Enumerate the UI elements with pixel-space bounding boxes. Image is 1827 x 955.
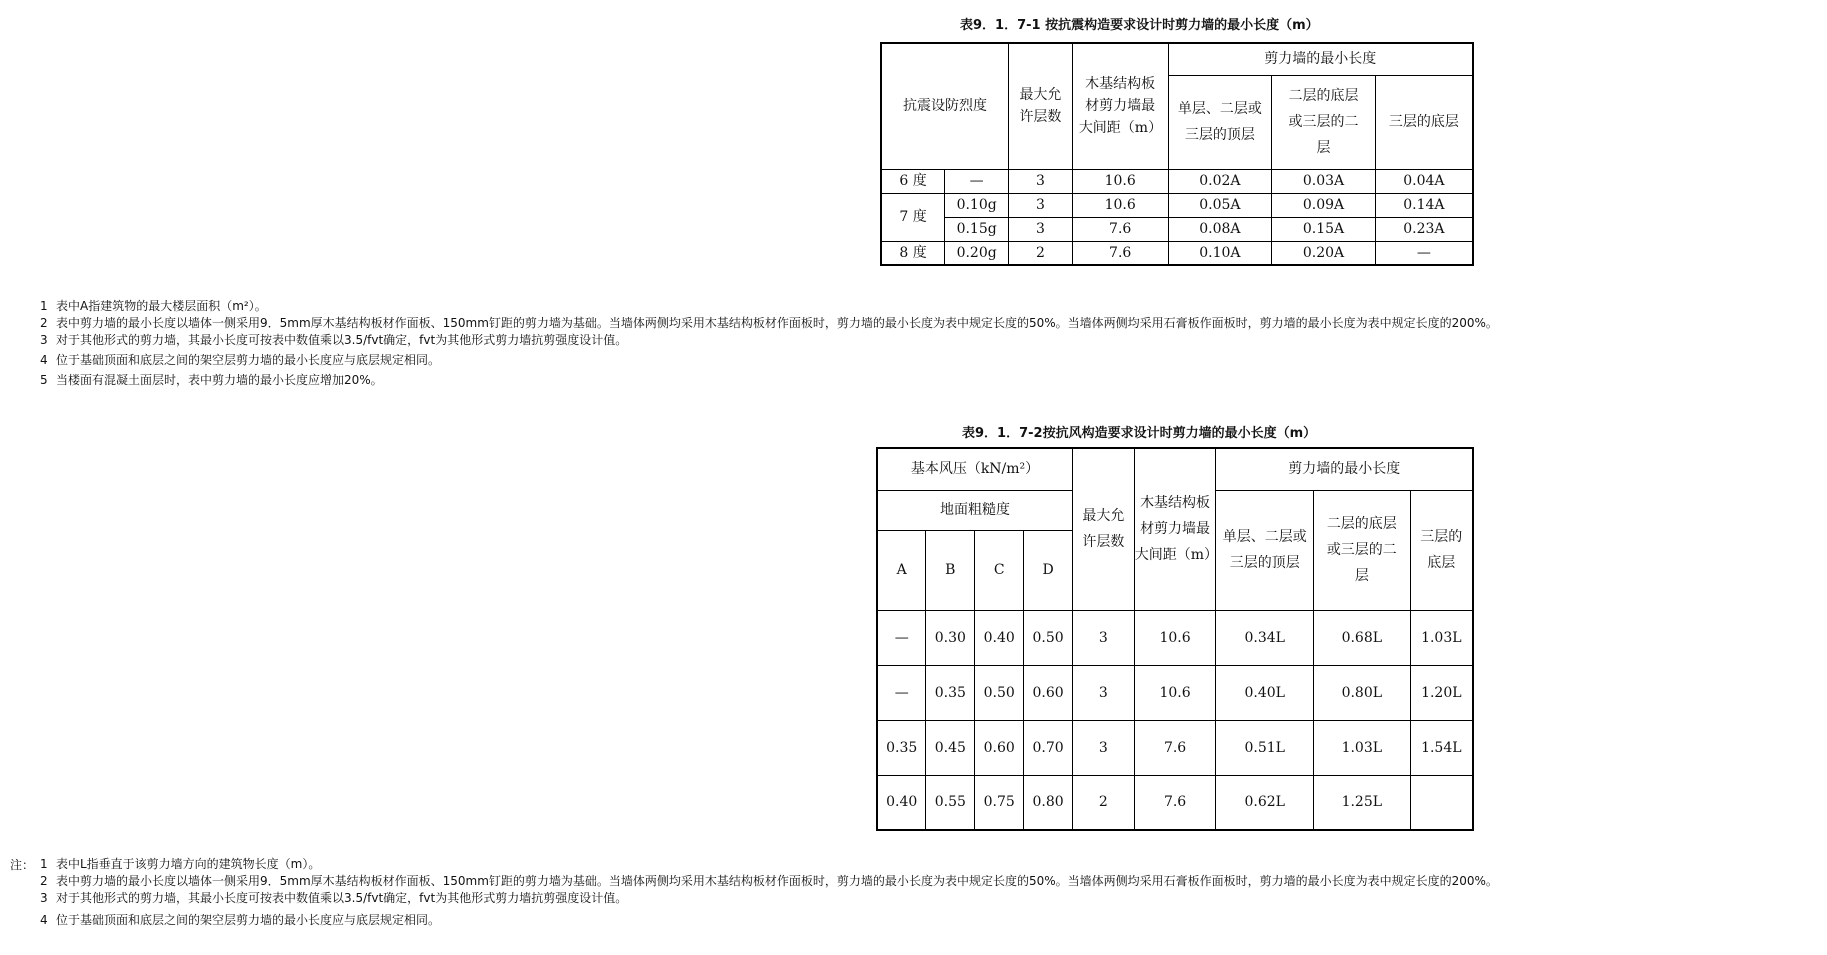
table-row — [881, 217, 1473, 241]
table1 — [880, 42, 1474, 266]
t2-header-roughness: 地面粗糙度 — [877, 490, 1073, 530]
table1-title: 表9．1．7-1 按抗震构造要求设计时剪力墙的最小长度（m） — [960, 18, 1319, 33]
note-text: 表中L指垂直于该剪力墙方向的建筑物长度（m）。 — [56, 857, 321, 871]
note-item — [40, 890, 1498, 907]
t2-header-col-three-bottom: 三层的底层 — [1410, 490, 1473, 610]
note-number: 3 — [40, 891, 48, 905]
t2-cell: 1.25L — [1314, 775, 1411, 830]
note-item — [40, 315, 1498, 332]
t2-cell: 7.6 — [1134, 775, 1216, 830]
note-number: 1 — [40, 299, 48, 313]
t1-header-min-length: 剪力墙的最小长度 — [1168, 43, 1473, 75]
t2-cell: 0.68L — [1314, 610, 1411, 665]
note-number: 1 — [40, 857, 48, 871]
t2-header-A: A — [877, 530, 926, 610]
table2-title: 表9．1．7-2按抗风构造要求设计时剪力墙的最小长度（m） — [962, 426, 1317, 441]
t2-cell: 1.03L — [1314, 720, 1411, 775]
t2-cell: 0.40L — [1216, 665, 1314, 720]
t1-cell: 0.02A — [1168, 169, 1272, 193]
t1-cell: 0.10g — [945, 193, 1009, 217]
t1-cell: 0.15g — [945, 217, 1009, 241]
note-text: 当楼面有混凝土面层时，表中剪力墙的最小长度应增加20%。 — [56, 373, 383, 387]
table-row — [881, 193, 1473, 217]
t2-cell: 0.50 — [975, 665, 1024, 720]
t2-header-min-length: 剪力墙的最小长度 — [1216, 448, 1473, 490]
t1-header-col-two-bottom: 二层的底层或三层的二层 — [1272, 75, 1376, 169]
t2-cell: 1.03L — [1410, 610, 1473, 665]
table2 — [876, 447, 1474, 831]
notes2 — [40, 856, 1498, 929]
t1-cell: 6 度 — [881, 169, 945, 193]
t2-cell: 1.20L — [1410, 665, 1473, 720]
t2-header-C: C — [975, 530, 1024, 610]
note-item — [40, 856, 1498, 873]
t1-cell: 3 — [1009, 169, 1073, 193]
t1-cell: 7 度 — [881, 193, 945, 241]
t1-cell: 10.6 — [1072, 193, 1168, 217]
t2-cell: 7.6 — [1134, 720, 1216, 775]
notes1 — [40, 298, 1498, 389]
t1-cell: 0.04A — [1375, 169, 1473, 193]
t2-cell: 0.50 — [1024, 610, 1073, 665]
t2-cell: 3 — [1073, 610, 1135, 665]
t1-cell: 0.05A — [1168, 193, 1272, 217]
t1-cell: 0.09A — [1272, 193, 1376, 217]
t2-cell: 0.51L — [1216, 720, 1314, 775]
t2-cell: 0.62L — [1216, 775, 1314, 830]
note-item — [40, 912, 1498, 929]
note-text: 对于其他形式的剪力墙，其最小长度可按表中数值乘以3.5/fvt确定，fvt为其他形式剪力墙抗剪强度设计值。 — [56, 333, 628, 347]
t2-cell: 0.35 — [877, 720, 926, 775]
t1-cell: 0.14A — [1375, 193, 1473, 217]
table-row — [877, 720, 1473, 775]
t2-header-wind-pressure: 基本风压（kN/m²） — [877, 448, 1073, 490]
note-text: 表中A指建筑物的最大楼层面积（m²）。 — [56, 299, 267, 313]
t2-cell — [1410, 775, 1473, 830]
t2-cell: — — [877, 610, 926, 665]
t2-cell: 3 — [1073, 720, 1135, 775]
note-item — [40, 332, 1498, 349]
t1-header-max-floors: 最大允许层数 — [1009, 43, 1073, 169]
t2-cell: 10.6 — [1134, 610, 1216, 665]
t2-cell: 0.40 — [975, 610, 1024, 665]
t1-cell: 3 — [1009, 193, 1073, 217]
note-number: 4 — [40, 353, 48, 367]
t2-cell: 1.54L — [1410, 720, 1473, 775]
note-number: 5 — [40, 373, 48, 387]
table-row — [881, 169, 1473, 193]
t2-cell: 3 — [1073, 665, 1135, 720]
t2-cell: 0.34L — [1216, 610, 1314, 665]
t1-cell: 2 — [1009, 241, 1073, 265]
t1-cell: 0.15A — [1272, 217, 1376, 241]
t2-cell: — — [877, 665, 926, 720]
t2-cell: 0.80 — [1024, 775, 1073, 830]
t1-cell: 0.10A — [1168, 241, 1272, 265]
note-item — [40, 372, 1498, 389]
note-text: 表中剪力墙的最小长度以墙体一侧采用9．5mm厚木基结构板材作面板、150mm钉距的剪力墙为基础。当墙体两侧均采用木基结构板材作面板时，剪力墙的最小长度为表中规定长度的50%。当墙体两侧均采用石膏板作面板时，剪力墙的最小长度为表中规定长度的200%。 — [56, 316, 1498, 330]
t2-cell: 0.45 — [926, 720, 975, 775]
t1-cell: 0.03A — [1272, 169, 1376, 193]
t1-cell: 0.20g — [945, 241, 1009, 265]
table-row — [877, 610, 1473, 665]
t2-header-B: B — [926, 530, 975, 610]
t2-cell: 10.6 — [1134, 665, 1216, 720]
t1-cell: 7.6 — [1072, 217, 1168, 241]
t2-cell: 0.35 — [926, 665, 975, 720]
note-item — [40, 298, 1498, 315]
table-row — [881, 241, 1473, 265]
t1-cell: 10.6 — [1072, 169, 1168, 193]
note-number: 3 — [40, 333, 48, 347]
t1-header-col-three-bottom: 三层的底层 — [1375, 75, 1473, 169]
t1-header-intensity: 抗震设防烈度 — [881, 43, 1009, 169]
t2-cell: 2 — [1073, 775, 1135, 830]
t1-cell: 8 度 — [881, 241, 945, 265]
t1-cell: 7.6 — [1072, 241, 1168, 265]
t1-cell: 0.08A — [1168, 217, 1272, 241]
note-text: 对于其他形式的剪力墙，其最小长度可按表中数值乘以3.5/fvt确定，fvt为其他形式剪力墙抗剪强度设计值。 — [56, 891, 628, 905]
note-number: 2 — [40, 316, 48, 330]
t2-cell: 0.75 — [975, 775, 1024, 830]
t2-cell: 0.40 — [877, 775, 926, 830]
t1-cell: — — [945, 169, 1009, 193]
table-row — [877, 665, 1473, 720]
t2-cell: 0.60 — [1024, 665, 1073, 720]
t2-cell: 0.80L — [1314, 665, 1411, 720]
t2-header-D: D — [1024, 530, 1073, 610]
t2-cell: 0.70 — [1024, 720, 1073, 775]
note-number: 4 — [40, 913, 48, 927]
note-item — [40, 873, 1498, 890]
t2-header-col-two-bottom: 二层的底层或三层的二层 — [1314, 490, 1411, 610]
note-item — [40, 352, 1498, 369]
table-row — [877, 775, 1473, 830]
t2-cell: 0.60 — [975, 720, 1024, 775]
t1-cell: 0.20A — [1272, 241, 1376, 265]
t2-cell: 0.30 — [926, 610, 975, 665]
note-number: 2 — [40, 874, 48, 888]
t1-cell: 3 — [1009, 217, 1073, 241]
note-text: 位于基础顶面和底层之间的架空层剪力墙的最小长度应与底层规定相同。 — [56, 353, 441, 367]
notes2-prefix: 注： — [10, 858, 35, 872]
t2-cell: 0.55 — [926, 775, 975, 830]
t2-header-max-floors: 最大允许层数 — [1073, 448, 1135, 610]
note-text: 位于基础顶面和底层之间的架空层剪力墙的最小长度应与底层规定相同。 — [56, 913, 441, 927]
t2-header-col-single: 单层、二层或三层的顶层 — [1216, 490, 1314, 610]
t2-header-max-spacing: 木基结构板材剪力墙最大间距（m） — [1134, 448, 1216, 610]
t1-cell: 0.23A — [1375, 217, 1473, 241]
t1-header-col-single: 单层、二层或三层的顶层 — [1168, 75, 1272, 169]
note-text: 表中剪力墙的最小长度以墙体一侧采用9．5mm厚木基结构板材作面板、150mm钉距的剪力墙为基础。当墙体两侧均采用木基结构板材作面板时，剪力墙的最小长度为表中规定长度的50%。当墙体两侧均采用石膏板作面板时，剪力墙的最小长度为表中规定长度的200%。 — [56, 874, 1498, 888]
t1-cell: — — [1375, 241, 1473, 265]
t1-header-max-spacing: 木基结构板材剪力墙最大间距（m） — [1072, 43, 1168, 169]
